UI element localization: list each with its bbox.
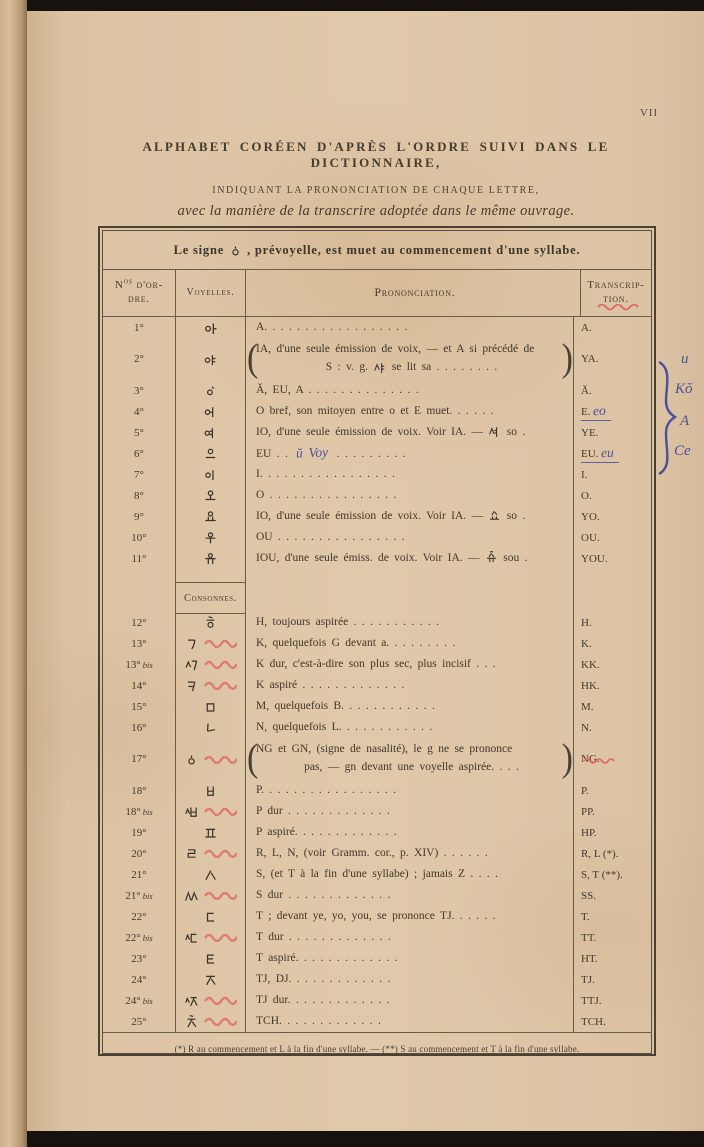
pronunciation-text: TCH. . . . . . . . . . . . . — [256, 1014, 381, 1027]
table-row — [103, 443, 651, 464]
row-number: 21° bis — [125, 889, 153, 902]
row-number: 13° — [131, 637, 147, 650]
handwritten-note-inline: ŭ Voy — [295, 444, 329, 461]
table-row — [103, 738, 651, 780]
row-number: 10° — [131, 531, 147, 544]
red-wavy-underline — [597, 304, 641, 311]
pronunciation-text: K dur, c'est-à-dire son plus sec, plus incisif . . . — [256, 657, 496, 670]
pronunciation-text: O bref, son mitoyen entre o et E muet. . . . . . — [256, 404, 494, 417]
transcription-value: O. — [581, 489, 592, 502]
transcription-value: Ă. — [581, 384, 592, 397]
consonnes-section-row — [103, 582, 651, 612]
title-block — [98, 139, 654, 220]
pronunciation-text: P aspiré. . . . . . . . . . . . . — [256, 825, 397, 838]
pronunciation-text: P dur . . . . . . . . . . . . . — [256, 804, 390, 817]
table-footnote: (*) R au commencement et L à la fin d'une syllabe. — (**) S au commencement et T à la fin d'une syllabe. — [103, 1032, 651, 1053]
pronunciation-text: T dur . . . . . . . . . . . . . — [256, 930, 391, 943]
row-number-bis: bis — [142, 932, 153, 943]
row-number: 18° bis — [125, 805, 153, 818]
row-number-bis: bis — [142, 806, 153, 817]
col-header-ordre: $N^{os}$ d'or- dre. — [103, 270, 176, 316]
transcription-value: A. — [581, 321, 592, 334]
row-number: 15° — [131, 700, 147, 713]
pronunciation-text: . . . . . . . . . — [331, 448, 406, 461]
row-number: 22° bis — [125, 931, 153, 944]
table-row — [103, 654, 651, 675]
hangul-glyph — [203, 825, 218, 840]
table-row — [103, 612, 651, 633]
col-header-prononciation: Prononciation. — [246, 270, 581, 316]
table-row — [103, 780, 651, 801]
hangul-glyph — [184, 678, 199, 693]
row-number: 12° — [131, 616, 147, 629]
row-number: 14° — [131, 679, 147, 692]
page-number: VII — [639, 107, 659, 119]
pronunciation-text: K aspiré . . . . . . . . . . . . . — [256, 678, 405, 691]
transcription-value: TJ. — [581, 973, 595, 986]
row-number: 24° bis — [125, 994, 153, 1007]
col-header-voyelles: Voyelles. — [176, 270, 246, 316]
pronunciation-text: TJ dur. . . . . . . . . . . . . — [256, 993, 390, 1006]
margin-note-u: u — [681, 351, 689, 367]
hangul-glyph — [203, 425, 218, 440]
row-number: 22° — [131, 910, 147, 923]
margin-note-a: A — [680, 413, 690, 429]
row-number: 5° — [134, 426, 144, 439]
hangul-glyph — [203, 867, 218, 882]
pronunciation-text: S dur . . . . . . . . . . . . . — [256, 888, 391, 901]
hangul-glyph — [203, 488, 218, 503]
pronunciation-text: T aspiré. . . . . . . . . . . . . — [256, 951, 398, 964]
red-pencil-squiggle — [203, 681, 237, 690]
consonnes-label: Consonnes. — [176, 582, 245, 614]
pronunciation-text: K, quelquefois G devant a. . . . . . . . . — [256, 636, 456, 649]
transcription-value: TCH. — [581, 1015, 606, 1028]
row-number: 11° — [131, 552, 147, 565]
transcription-value: S, T (**). — [581, 868, 623, 881]
table-row — [103, 317, 651, 338]
pronunciation-text: A. . . . . . . . . . . . . . . . . . — [256, 320, 408, 333]
hangul-glyph — [203, 404, 218, 419]
transcription-value: M. — [581, 700, 594, 713]
table-row — [103, 927, 651, 948]
hangul-glyph — [485, 551, 498, 564]
margin-note-ce: Ce — [674, 443, 691, 459]
table-row — [103, 380, 651, 401]
hangul-glyph — [184, 993, 199, 1008]
hangul-glyph — [203, 909, 218, 924]
table-row — [103, 948, 651, 969]
red-pencil-squiggle — [203, 849, 237, 858]
pronunciation-text: S : v. g. — [325, 361, 374, 373]
transcription-value: N. — [581, 721, 592, 734]
row-number-bis: bis — [142, 995, 153, 1006]
table-body — [103, 317, 651, 1053]
margin-note-ko: Kŏ — [675, 381, 693, 397]
hangul-glyph — [203, 720, 218, 735]
row-number: 18° — [131, 784, 147, 797]
table-header-row — [103, 270, 651, 317]
pronunciation-text: P. . . . . . . . . . . . . . . . . — [256, 783, 396, 796]
table-row — [103, 885, 651, 906]
table-row — [103, 338, 651, 380]
red-pencil-squiggle — [203, 639, 237, 648]
red-pencil-squiggle — [203, 755, 237, 764]
transcription-value: P. — [581, 784, 589, 797]
row-number-bis: bis — [142, 890, 153, 901]
hangul-glyph — [184, 888, 199, 903]
hangul-glyph — [203, 972, 218, 987]
pronunciation-text: TJ, DJ. . . . . . . . . . . . . — [256, 972, 391, 985]
red-pencil-squiggle — [203, 1017, 237, 1026]
table-row — [103, 675, 651, 696]
transcription-value: NG. — [581, 753, 600, 765]
blue-underline — [581, 445, 619, 463]
pronunciation-text: pas, — gn devant une voyelle aspirée. . . . — [304, 761, 519, 773]
page-title: ALPHABET CORÉEN D'APRÈS L'ORDRE SUIVI DANS LE DICTIONNAIRE, — [142, 139, 610, 170]
row-number: 8° — [134, 489, 144, 502]
row-number: 4° — [134, 405, 144, 418]
table-row — [103, 801, 651, 822]
handwritten-transcription: eu — [601, 444, 615, 460]
handwritten-margin-notes — [647, 351, 704, 482]
hangul-glyph — [184, 846, 199, 861]
transcription-value: PP. — [581, 805, 595, 818]
transcription-value: E. — [581, 405, 591, 418]
hangul-glyph — [488, 425, 501, 438]
pronunciation-text: IO, d'une seule émission de voix. Voir IA. — — [256, 425, 489, 438]
page-subtitle: INDIQUANT LA PRONONCIATION DE CHAQUE LETTRE, — [212, 185, 540, 196]
col-header-transcription: Transcrip- tion. — [581, 270, 651, 316]
transcription-value: I. — [581, 468, 588, 481]
pronunciation-text: so . — [501, 509, 526, 522]
row-number: 7° — [134, 468, 144, 481]
section-gap — [103, 569, 651, 582]
pronunciation-text: sou . — [497, 551, 528, 564]
transcription-value: YOU. — [581, 552, 608, 565]
red-pencil-squiggle — [203, 660, 237, 669]
hangul-glyph — [203, 352, 218, 367]
hangul-glyph — [184, 1014, 199, 1029]
red-pencil-squiggle — [203, 891, 237, 900]
row-number: 2° — [134, 353, 144, 365]
row-number: 25° — [131, 1015, 147, 1028]
transcription-value: K. — [581, 637, 592, 650]
table-row — [103, 527, 651, 548]
table-row — [103, 990, 651, 1011]
hangul-glyph — [184, 752, 199, 767]
row-number: 17° — [131, 753, 147, 765]
pronunciation-text: IO, d'une seule émission de voix. Voir IA. — — [256, 509, 489, 522]
alphabet-table — [98, 226, 656, 1056]
blue-underline — [581, 403, 611, 421]
transcription-value: T. — [581, 910, 590, 923]
pronunciation-text: R, L, N, (voir Gramm. cor., p. XIV) . . . . . . — [256, 846, 488, 859]
hangul-glyph — [488, 509, 501, 522]
table-note: Le signe , prévoyelle, est muet au commencement d'une syllabe. — [103, 231, 651, 270]
row-number: 3° — [134, 384, 144, 397]
row-number: 24° — [131, 973, 147, 986]
page-subtitle-italic: avec la manière de la transcrire adoptée dans le même ouvrage. — [177, 203, 575, 219]
hangul-glyph — [203, 615, 218, 630]
pronunciation-text: so . — [501, 425, 526, 438]
pronunciation-text: H, toujours aspirée . . . . . . . . . . . — [256, 615, 439, 628]
pronunciation-text: Ă, EU, A . . . . . . . . . . . . . . — [256, 383, 419, 396]
hangul-glyph — [228, 243, 243, 258]
table-row — [103, 717, 651, 738]
row-number: 23° — [131, 952, 147, 965]
transcription-value: YO. — [581, 510, 600, 523]
transcription-value: OU. — [581, 531, 600, 544]
transcription-value: HT. — [581, 952, 598, 965]
hangul-glyph — [203, 509, 218, 524]
table-row — [103, 633, 651, 654]
transcription-value: SS. — [581, 889, 596, 902]
hangul-glyph — [203, 320, 219, 336]
pronunciation-text: IOU, d'une seule émiss. de voix. Voir IA. — — [256, 551, 485, 564]
transcription-value: TT. — [581, 931, 597, 944]
transcription-value: H. — [581, 616, 592, 629]
red-pencil-squiggle — [203, 807, 237, 816]
table-row — [103, 969, 651, 990]
hangul-glyph — [203, 383, 218, 398]
pronunciation-text: OU . . . . . . . . . . . . . . . . — [256, 530, 405, 543]
table-row — [103, 464, 651, 485]
row-number: 19° — [131, 826, 147, 839]
row-number: 13° bis — [125, 658, 153, 671]
pronunciation-text: O . . . . . . . . . . . . . . . . — [256, 488, 397, 501]
handwritten-transcription: eo — [593, 402, 607, 418]
transcription-value: YA. — [581, 353, 599, 365]
hangul-glyph — [184, 804, 199, 819]
hangul-glyph — [184, 930, 199, 945]
hangul-glyph — [373, 361, 386, 374]
row-number: 6° — [134, 447, 144, 460]
pronunciation-text: I. . . . . . . . . . . . . . . . . — [256, 467, 395, 480]
row-number: 16° — [131, 721, 147, 734]
table-row — [103, 485, 651, 506]
row-number: 1° — [134, 321, 144, 334]
table-row — [103, 906, 651, 927]
pronunciation-text: NG et GN, (signe de nasalité), le g ne se prononce — [256, 743, 513, 756]
brace-open: ( — [247, 338, 259, 380]
red-wavy-underline — [583, 758, 615, 764]
hangul-glyph — [203, 699, 218, 714]
red-pencil-squiggle — [203, 933, 237, 942]
table-row — [103, 1011, 651, 1032]
row-number: 9° — [134, 510, 144, 523]
table-row — [103, 822, 651, 843]
pronunciation-text: S, (et T à la fin d'une syllabe) ; jamais Z . . . . — [256, 867, 499, 880]
pronunciation-text: M, quelquefois B. . . . . . . . . . . . — [256, 699, 435, 712]
brace-close: ) — [561, 338, 573, 380]
table-row — [103, 843, 651, 864]
transcription-value: HK. — [581, 679, 600, 692]
table-row — [103, 422, 651, 443]
hangul-glyph — [203, 530, 218, 545]
transcription-value: R, L (*). — [581, 847, 619, 860]
hangul-glyph — [203, 783, 218, 798]
transcription-value: YE. — [581, 426, 599, 439]
row-number-bis: bis — [142, 659, 153, 670]
hangul-glyph — [203, 467, 218, 482]
hangul-sign-ieung — [228, 242, 243, 258]
pronunciation-text: T ; devant ye, yo, you, se prononce TJ. . . . . . — [256, 909, 496, 922]
hangul-glyph — [203, 551, 218, 566]
hangul-glyph — [184, 636, 199, 651]
brace-close: ) — [561, 738, 573, 780]
book-spine-edge — [0, 0, 27, 1147]
table-row — [103, 696, 651, 717]
table-row — [103, 548, 651, 569]
table-row — [103, 864, 651, 885]
transcription-value: HP. — [581, 826, 597, 839]
pronunciation-text: N, quelquefois L. . . . . . . . . . . . — [256, 720, 433, 733]
red-pencil-squiggle — [203, 996, 237, 1005]
table-row — [103, 401, 651, 422]
scanned-page — [27, 11, 704, 1131]
table-row — [103, 506, 651, 527]
row-number: 20° — [131, 847, 147, 860]
row-number: 21° — [131, 868, 147, 881]
transcription-value: EU. — [581, 447, 599, 460]
pronunciation-text: se lit sa . . . . . . . . — [386, 361, 498, 373]
pronunciation-text: EU . . — [256, 448, 294, 461]
hangul-glyph — [203, 951, 218, 966]
transcription-value: KK. — [581, 658, 600, 671]
hangul-glyph — [184, 657, 199, 672]
brace-open: ( — [247, 738, 259, 780]
hangul-glyph — [203, 446, 218, 461]
pronunciation-text: IA, d'une seule émission de voix, — et A si précédé de — [256, 343, 535, 356]
transcription-value: TTJ. — [581, 994, 602, 1007]
